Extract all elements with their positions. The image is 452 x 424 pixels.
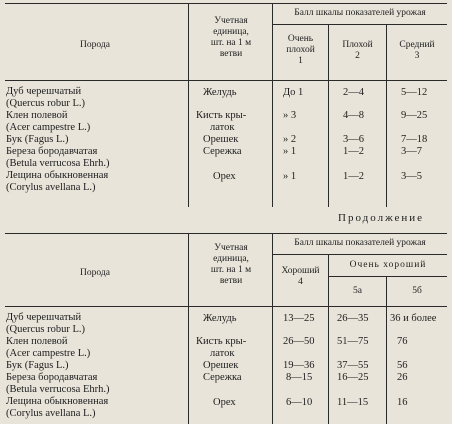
- species-latin: (Corylus avellana L.): [6, 408, 96, 419]
- score-cell: 76: [397, 336, 408, 347]
- score-cell: 8—15: [286, 372, 313, 383]
- column-header-medium: [387, 40, 447, 62]
- column-header-species: Порода: [80, 40, 110, 50]
- header-line: 1: [298, 55, 303, 66]
- unit-cell: Кисть кры-: [196, 110, 247, 121]
- score-cell: 36 и более: [390, 313, 437, 324]
- unit-cell: Сережка: [203, 372, 242, 383]
- column-header-scale: Балл шкалы показателей урожая: [294, 8, 426, 18]
- column-header-species: Порода: [80, 268, 110, 278]
- score-cell: 51—75: [337, 336, 369, 347]
- column-header-very-bad: [273, 34, 328, 67]
- header-line: Учетная: [214, 243, 248, 253]
- header-line: шт. на 1 м: [210, 37, 252, 48]
- unit-cell: Желудь: [203, 87, 237, 98]
- score-cell: 4—8: [343, 110, 364, 121]
- species-latin: (Acer campestre L.): [6, 122, 91, 133]
- unit-cell: Сережка: [203, 146, 242, 157]
- score-cell: » 2: [283, 134, 297, 145]
- score-cell: 26—35: [337, 313, 369, 324]
- species-latin: (Acer campestre L.): [6, 348, 91, 359]
- score-cell: 16: [397, 397, 408, 408]
- unit-cell-cont: латок: [210, 122, 235, 133]
- species-name: Лещина обыкновенная: [6, 396, 109, 407]
- header-line: 3: [414, 50, 420, 61]
- score-cell: 1—2: [343, 146, 364, 157]
- header-line: Очень: [287, 34, 314, 44]
- unit-cell: Желудь: [203, 313, 237, 324]
- header-line: 2: [355, 50, 360, 61]
- column-header-5a: 5а: [353, 286, 362, 296]
- score-cell: 13—25: [283, 313, 315, 324]
- header-line: шт. на 1 м: [210, 264, 252, 275]
- header-line: единица,: [213, 26, 249, 37]
- score-cell: 19—36: [283, 360, 315, 371]
- unit-cell-cont: латок: [210, 348, 235, 359]
- species-name: Бук (Fagus L.): [6, 134, 69, 145]
- score-cell: 3—6: [343, 134, 364, 145]
- table-2-vrule: [328, 254, 329, 424]
- table-1-top-rule: [5, 3, 447, 4]
- species-latin: (Corylus avellana L.): [6, 182, 96, 193]
- score-cell: 2—4: [343, 87, 364, 98]
- header-line: Хороший: [281, 266, 320, 276]
- table-2-top-rule: [5, 233, 447, 234]
- column-header-very-good: Очень хороший: [349, 260, 427, 270]
- column-header-5b: 5б: [412, 286, 422, 296]
- score-cell: 3—5: [401, 171, 422, 182]
- table-1-vrule: [188, 3, 189, 207]
- unit-cell: Орех: [213, 397, 236, 408]
- table-1-header-rule: [5, 80, 447, 81]
- score-cell: 6—10: [286, 397, 313, 408]
- species-name: Клен полевой: [6, 110, 68, 121]
- column-header-unit: [190, 16, 272, 60]
- header-line: Средний: [399, 40, 435, 50]
- score-cell: 11—15: [337, 397, 369, 408]
- header-line: Плохой: [342, 40, 373, 50]
- species-name: Дуб черешчатый: [6, 312, 82, 323]
- header-line: единица,: [213, 253, 249, 264]
- unit-cell: Орешек: [203, 134, 239, 145]
- table-2-vrule: [386, 276, 387, 424]
- column-header-good: [273, 266, 328, 288]
- species-name: Дуб черешчатый: [6, 86, 82, 97]
- continuation-label: Продолжение: [338, 212, 425, 224]
- species-latin: (Betula verrucosa Ehrh.): [6, 158, 110, 169]
- table-2-very-good-rule: [328, 276, 447, 277]
- header-line: 4: [298, 276, 303, 287]
- table-2-vrule: [188, 233, 189, 424]
- table-2-header-rule: [5, 306, 447, 307]
- table-2-vrule: [272, 233, 273, 424]
- score-cell: 56: [397, 360, 408, 371]
- species-name: Лещина обыкновенная: [6, 170, 109, 181]
- score-cell: » 1: [283, 171, 297, 182]
- unit-cell: Орех: [213, 171, 236, 182]
- unit-cell: Орешек: [203, 360, 239, 371]
- score-cell: » 1: [283, 146, 297, 157]
- score-cell: 26: [397, 372, 408, 383]
- species-name: Береза бородавчатая: [6, 146, 98, 157]
- header-line: Учетная: [214, 16, 248, 26]
- unit-cell: Кисть кры-: [196, 336, 247, 347]
- header-line: ветви: [219, 48, 243, 59]
- species-name: Береза бородавчатая: [6, 372, 98, 383]
- header-line: ветви: [219, 275, 243, 286]
- score-cell: До 1: [283, 87, 304, 98]
- species-latin: (Quercus robur L.): [6, 98, 86, 109]
- score-cell: 16—25: [337, 372, 369, 383]
- table-1-scale-rule: [272, 24, 447, 25]
- species-name: Клен полевой: [6, 336, 68, 347]
- species-latin: (Quercus robur L.): [6, 324, 86, 335]
- score-cell: 3—7: [401, 146, 422, 157]
- score-cell: 7—18: [401, 134, 428, 145]
- score-cell: 9—25: [401, 110, 428, 121]
- species-latin: (Betula verrucosa Ehrh.): [6, 384, 110, 395]
- score-cell: 5—12: [401, 87, 428, 98]
- score-cell: 1—2: [343, 171, 364, 182]
- table-2-scale-rule: [272, 254, 447, 255]
- score-cell: 26—50: [283, 336, 315, 347]
- column-header-bad: [329, 40, 386, 62]
- header-line: плохой: [286, 44, 315, 55]
- score-cell: » 3: [283, 110, 297, 121]
- column-header-scale: Балл шкалы показателей урожая: [294, 238, 426, 248]
- species-name: Бук (Fagus L.): [6, 360, 69, 371]
- column-header-unit: [190, 243, 272, 287]
- score-cell: 37—55: [337, 360, 369, 371]
